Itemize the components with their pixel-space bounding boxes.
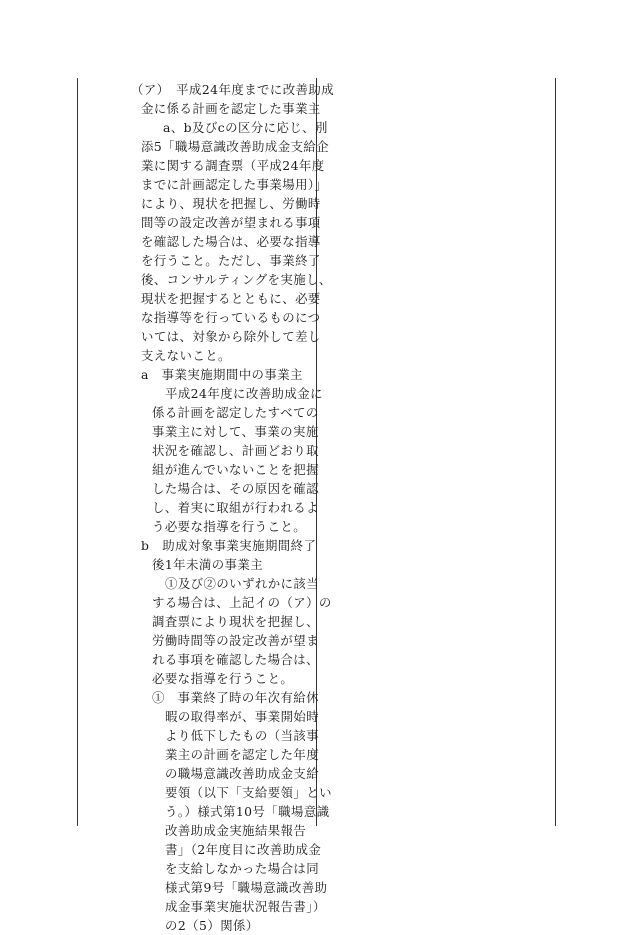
text-line: 金に係る計画を認定した事業主: [141, 101, 321, 116]
text-line: いては、対象から除外して差し: [141, 329, 321, 344]
item-circled-1: ① 事業終了時の年次有給休: [152, 690, 319, 705]
text-line: 成金事業実施状況報告書」）: [165, 899, 326, 914]
column-rule-right: [555, 78, 556, 826]
text-line: より低下したもの（当該事: [165, 728, 320, 743]
text-line: 後、コンサルティングを実施し、: [141, 272, 332, 287]
text-line: し、着実に取組が行われるよ: [152, 500, 319, 515]
text-line: 調査票により現状を把握し、: [152, 614, 319, 629]
subheading-b: b 助成対象事業実施期間終了: [141, 538, 317, 553]
text-line: 書」（2年度目に改善助成金: [165, 842, 322, 857]
text-line: を支給しなかった場合は同: [165, 861, 320, 876]
text-line: 事業主に対して、事業の実施: [152, 424, 319, 439]
text-line: 組が進んでいないことを把握: [152, 462, 319, 477]
text-line: 状況を確認し、計画どおり取: [152, 443, 319, 458]
text-line: 現状を把握するとともに、必要: [141, 291, 321, 306]
subheading-a: a 事業実施期間中の事業主: [141, 367, 303, 382]
text-line: 改善助成金実施結果報告: [165, 823, 307, 838]
text-line: 必要な指導を行うこと。: [152, 671, 294, 686]
text-line: 業主の計画を認定した年度: [165, 747, 320, 762]
text-line: ①及び②のいずれかに該当: [165, 576, 320, 591]
section-heading-a-ii: （ア） 平成24年度までに改善助成: [131, 82, 335, 97]
text-line: により、現状を把握し、労働時: [141, 196, 321, 211]
column-rule-left: [77, 78, 78, 826]
text-line: までに計画認定した事業場用）」: [141, 177, 328, 192]
text-line: する場合は、上記イの（ア）の: [152, 595, 332, 610]
text-line: した場合は、その原因を確認: [152, 481, 319, 496]
text-line: 支えないこと。: [141, 348, 231, 363]
text-line: う。）様式第10号「職場意識: [165, 804, 330, 819]
text-line: 業に関する調査票（平成24年度: [141, 158, 325, 173]
text-line: れる事項を確認した場合は、: [152, 652, 319, 667]
text-line: 後1年未満の事業主: [152, 557, 264, 572]
text-line: を確認した場合は、必要な指導: [141, 234, 321, 249]
text-line: の2（5）関係）: [165, 918, 259, 933]
text-line: を行うこと。ただし、事業終了: [141, 253, 321, 268]
text-line: う必要な指導を行うこと。: [152, 519, 307, 534]
text-line: な指導等を行っているものにつ: [141, 310, 321, 325]
text-line: 添5「職場意識改善助成金支給企: [141, 139, 330, 154]
text-line: 様式第9号「職場意識改善助: [165, 880, 328, 895]
text-line: 暇の取得率が、事業開始時: [165, 709, 320, 724]
text-line: 間等の設定改善が望まれる事項: [141, 215, 321, 230]
text-line: a、b及びcの区分に応じ、別: [163, 120, 328, 135]
text-line: 要領（以下「支給要領」とい: [165, 785, 332, 800]
text-line: 平成24年度に改善助成金に: [165, 386, 323, 401]
text-line: 労働時間等の設定改善が望ま: [152, 633, 319, 648]
text-line: の職場意識改善助成金支給: [165, 766, 320, 781]
text-line: 係る計画を認定したすべての: [152, 405, 319, 420]
